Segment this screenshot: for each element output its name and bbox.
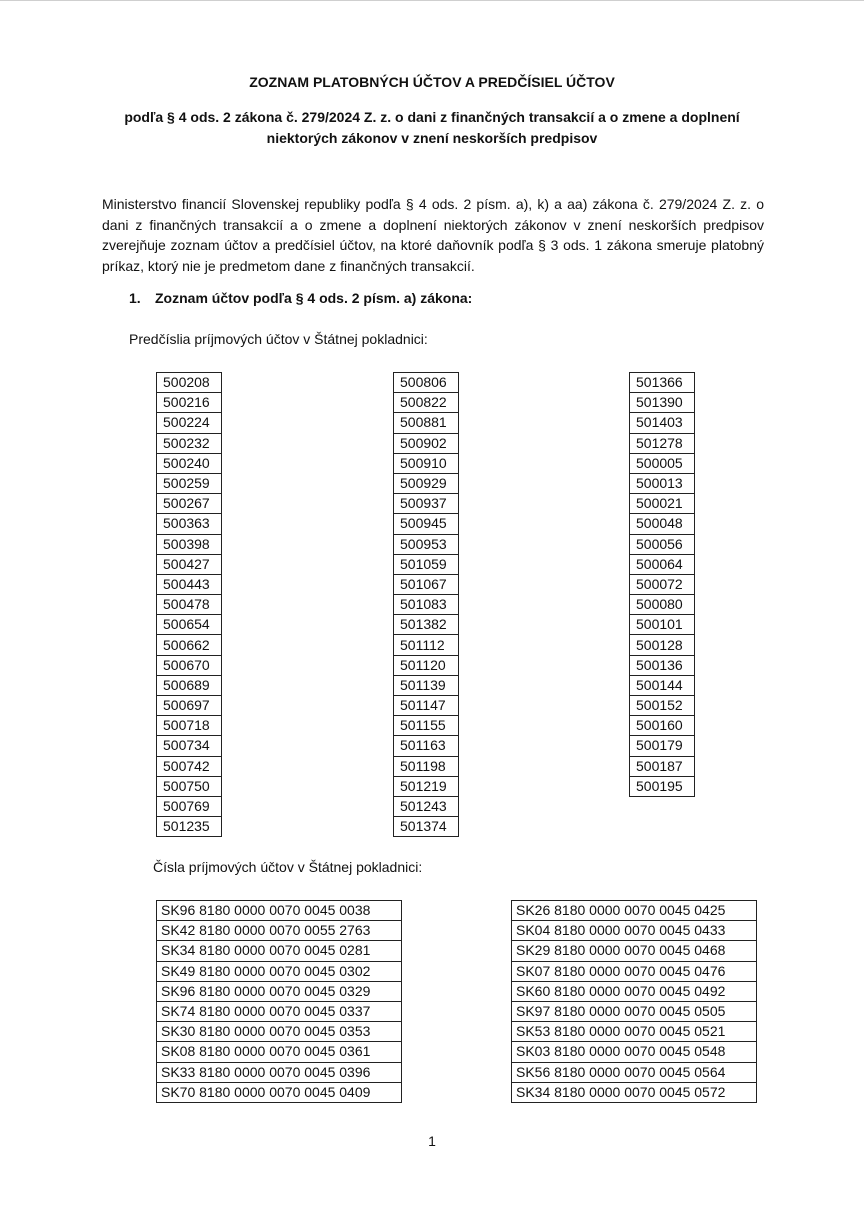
table-row xyxy=(157,453,222,473)
table-cell: 500144 xyxy=(630,675,695,695)
accounts-label: Čísla príjmových účtov v Štátnej pokladnici: xyxy=(153,859,423,875)
table-cell: 500224 xyxy=(157,413,222,433)
table-cell: 500478 xyxy=(157,595,222,615)
table-row xyxy=(512,1022,757,1042)
table-row xyxy=(394,615,459,635)
table-cell: 501390 xyxy=(630,393,695,413)
table-cell: 500267 xyxy=(157,494,222,514)
table-row xyxy=(157,756,222,776)
table-cell: 500005 xyxy=(630,453,695,473)
table-row xyxy=(630,675,695,695)
table-cell: SK03 8180 0000 0070 0045 0548 xyxy=(512,1042,757,1062)
table-cell: 500929 xyxy=(394,473,459,493)
table-row xyxy=(630,413,695,433)
table-row xyxy=(394,696,459,716)
table-row xyxy=(394,817,459,837)
table-row xyxy=(630,473,695,493)
table-row xyxy=(630,494,695,514)
table-cell: SK42 8180 0000 0070 0055 2763 xyxy=(157,921,402,941)
table-cell: 500937 xyxy=(394,494,459,514)
table-cell: 500670 xyxy=(157,655,222,675)
table-row xyxy=(394,595,459,615)
table-row xyxy=(157,1001,402,1021)
table-row xyxy=(512,921,757,941)
table-row xyxy=(394,473,459,493)
section-1-heading xyxy=(129,290,472,306)
table-row xyxy=(394,514,459,534)
table-cell: 501163 xyxy=(394,736,459,756)
table-cell: 500953 xyxy=(394,534,459,554)
table-cell: 501278 xyxy=(630,433,695,453)
table-row xyxy=(512,1062,757,1082)
table-row xyxy=(394,433,459,453)
page-number: 1 xyxy=(428,1133,436,1149)
table-cell: SK97 8180 0000 0070 0045 0505 xyxy=(512,1001,757,1021)
table-cell: SK30 8180 0000 0070 0045 0353 xyxy=(157,1022,402,1042)
table-row xyxy=(394,716,459,736)
table-row xyxy=(157,595,222,615)
table-cell: 501059 xyxy=(394,554,459,574)
table-row xyxy=(157,921,402,941)
table-row xyxy=(394,655,459,675)
table-row xyxy=(512,1082,757,1102)
prefix-table-3 xyxy=(629,372,695,797)
table-cell: 500179 xyxy=(630,736,695,756)
document-subtitle: podľa § 4 ods. 2 zákona č. 279/2024 Z. z. o dani z finančných transakcií a o zmene a doplnení niektorých zákonov v znení neskorších predpisov xyxy=(124,109,740,146)
table-row xyxy=(630,574,695,594)
table-row xyxy=(157,796,222,816)
table-cell: 500232 xyxy=(157,433,222,453)
table-cell: 500048 xyxy=(630,514,695,534)
table-row xyxy=(630,373,695,393)
table-cell: 500152 xyxy=(630,696,695,716)
table-row xyxy=(394,453,459,473)
table-cell: SK74 8180 0000 0070 0045 0337 xyxy=(157,1001,402,1021)
table-row xyxy=(630,776,695,796)
table-row xyxy=(157,413,222,433)
table-cell: 500240 xyxy=(157,453,222,473)
section-1-title: Zoznam účtov podľa § 4 ods. 2 písm. a) zákona: xyxy=(155,290,473,306)
table-cell: 501374 xyxy=(394,817,459,837)
table-row xyxy=(394,675,459,695)
table-row xyxy=(394,736,459,756)
table-cell: 501067 xyxy=(394,574,459,594)
table-cell: 500718 xyxy=(157,716,222,736)
table-cell: 500689 xyxy=(157,675,222,695)
prefix-table-2 xyxy=(393,372,459,837)
table-cell: 501382 xyxy=(394,615,459,635)
table-cell: 501366 xyxy=(630,373,695,393)
table-row xyxy=(157,901,402,921)
table-cell: SK29 8180 0000 0070 0045 0468 xyxy=(512,941,757,961)
table-row xyxy=(157,1062,402,1082)
table-row xyxy=(394,796,459,816)
table-row xyxy=(157,1082,402,1102)
table-row xyxy=(630,534,695,554)
table-cell: 500398 xyxy=(157,534,222,554)
table-cell: 500822 xyxy=(394,393,459,413)
table-row xyxy=(630,756,695,776)
table-row xyxy=(394,373,459,393)
table-cell: SK49 8180 0000 0070 0045 0302 xyxy=(157,961,402,981)
table-row xyxy=(394,635,459,655)
account-table-1 xyxy=(156,900,402,1103)
document-title: ZOZNAM PLATOBNÝCH ÚČTOV A PREDČÍSIEL ÚČTOV xyxy=(249,74,615,90)
table-row xyxy=(157,776,222,796)
table-cell: 500769 xyxy=(157,796,222,816)
table-row xyxy=(512,1042,757,1062)
table-row xyxy=(157,574,222,594)
table-row xyxy=(630,716,695,736)
table-row xyxy=(157,675,222,695)
table-cell: 500654 xyxy=(157,615,222,635)
table-cell: SK56 8180 0000 0070 0045 0564 xyxy=(512,1062,757,1082)
table-cell: 500216 xyxy=(157,393,222,413)
table-cell: 500259 xyxy=(157,473,222,493)
table-row xyxy=(157,373,222,393)
table-row xyxy=(630,595,695,615)
table-row xyxy=(630,453,695,473)
table-cell: 500013 xyxy=(630,473,695,493)
table-cell: 500443 xyxy=(157,574,222,594)
table-cell: SK96 8180 0000 0070 0045 0329 xyxy=(157,981,402,1001)
table-cell: 500697 xyxy=(157,696,222,716)
table-cell: SK60 8180 0000 0070 0045 0492 xyxy=(512,981,757,1001)
table-row xyxy=(394,393,459,413)
table-cell: SK33 8180 0000 0070 0045 0396 xyxy=(157,1062,402,1082)
section-1-number: 1. xyxy=(129,290,141,306)
table-row xyxy=(157,514,222,534)
table-row xyxy=(157,1042,402,1062)
table-row xyxy=(157,433,222,453)
table-row xyxy=(394,756,459,776)
table-cell: 501198 xyxy=(394,756,459,776)
table-row xyxy=(157,696,222,716)
table-cell: 501120 xyxy=(394,655,459,675)
table-cell: 500363 xyxy=(157,514,222,534)
table-cell: 500136 xyxy=(630,655,695,675)
table-cell: 501139 xyxy=(394,675,459,695)
table-row xyxy=(394,494,459,514)
table-cell: SK53 8180 0000 0070 0045 0521 xyxy=(512,1022,757,1042)
table-cell: 500080 xyxy=(630,595,695,615)
table-cell: SK04 8180 0000 0070 0045 0433 xyxy=(512,921,757,941)
table-cell: 500734 xyxy=(157,736,222,756)
table-cell: 500910 xyxy=(394,453,459,473)
table-cell: 501083 xyxy=(394,595,459,615)
table-row xyxy=(157,716,222,736)
table-row xyxy=(630,635,695,655)
table-row xyxy=(157,981,402,1001)
table-row xyxy=(157,941,402,961)
table-row xyxy=(512,1001,757,1021)
table-row xyxy=(157,534,222,554)
table-row xyxy=(157,1022,402,1042)
table-row xyxy=(630,393,695,413)
table-row xyxy=(630,615,695,635)
table-row xyxy=(630,554,695,574)
table-row xyxy=(512,901,757,921)
table-cell: 500662 xyxy=(157,635,222,655)
table-cell: 500806 xyxy=(394,373,459,393)
table-row xyxy=(394,413,459,433)
table-cell: 501112 xyxy=(394,635,459,655)
table-row xyxy=(512,981,757,1001)
table-cell: SK34 8180 0000 0070 0045 0572 xyxy=(512,1082,757,1102)
account-table-2 xyxy=(511,900,757,1103)
table-cell: SK96 8180 0000 0070 0045 0038 xyxy=(157,901,402,921)
table-row xyxy=(394,574,459,594)
table-row xyxy=(157,554,222,574)
table-row xyxy=(157,655,222,675)
table-row xyxy=(157,393,222,413)
table-row xyxy=(394,534,459,554)
table-row xyxy=(157,635,222,655)
table-cell: 500195 xyxy=(630,776,695,796)
table-cell: 501243 xyxy=(394,796,459,816)
table-cell: 500056 xyxy=(630,534,695,554)
table-cell: 500742 xyxy=(157,756,222,776)
table-row xyxy=(394,776,459,796)
table-row xyxy=(630,433,695,453)
table-cell: SK70 8180 0000 0070 0045 0409 xyxy=(157,1082,402,1102)
table-cell: 500160 xyxy=(630,716,695,736)
table-cell: 500072 xyxy=(630,574,695,594)
table-row xyxy=(157,736,222,756)
table-cell: 501403 xyxy=(630,413,695,433)
table-row xyxy=(630,655,695,675)
prefixes-label: Predčíslia príjmových účtov v Štátnej pokladnici: xyxy=(129,331,428,347)
table-row xyxy=(512,941,757,961)
table-cell: 501219 xyxy=(394,776,459,796)
table-row xyxy=(157,473,222,493)
table-row xyxy=(630,696,695,716)
table-cell: 500208 xyxy=(157,373,222,393)
table-row xyxy=(157,961,402,981)
table-cell: SK08 8180 0000 0070 0045 0361 xyxy=(157,1042,402,1062)
table-cell: 500187 xyxy=(630,756,695,776)
table-cell: 501155 xyxy=(394,716,459,736)
table-cell: 500750 xyxy=(157,776,222,796)
table-cell: 500902 xyxy=(394,433,459,453)
table-cell: 500945 xyxy=(394,514,459,534)
table-row xyxy=(630,736,695,756)
table-cell: 500021 xyxy=(630,494,695,514)
intro-paragraph: Ministerstvo financií Slovenskej republiky podľa § 4 ods. 2 písm. a), k) a aa) zákona č. 279/2024 Z. z. o dani z finančných transakcií a o zmene a doplnení niektorých zákonov v znení neskorších predpisov zverejňuje zoznam účtov a predčísiel účtov, na ktoré daňovník podľa § 3 ods. 1 zákona smeruje platobný príkaz, ktorý nie je predmetom dane z finančných transakcií. xyxy=(102,196,764,274)
table-cell: 500881 xyxy=(394,413,459,433)
table-cell: 501147 xyxy=(394,696,459,716)
prefix-table-1 xyxy=(156,372,222,837)
table-row xyxy=(157,817,222,837)
table-row xyxy=(157,615,222,635)
table-cell: 500427 xyxy=(157,554,222,574)
table-row xyxy=(630,514,695,534)
table-row xyxy=(512,961,757,981)
table-cell: 500128 xyxy=(630,635,695,655)
table-cell: 500064 xyxy=(630,554,695,574)
table-cell: SK34 8180 0000 0070 0045 0281 xyxy=(157,941,402,961)
table-cell: 501235 xyxy=(157,817,222,837)
page-top-border xyxy=(0,0,864,1)
table-row xyxy=(394,554,459,574)
table-cell: SK07 8180 0000 0070 0045 0476 xyxy=(512,961,757,981)
table-cell: SK26 8180 0000 0070 0045 0425 xyxy=(512,901,757,921)
table-row xyxy=(157,494,222,514)
table-cell: 500101 xyxy=(630,615,695,635)
